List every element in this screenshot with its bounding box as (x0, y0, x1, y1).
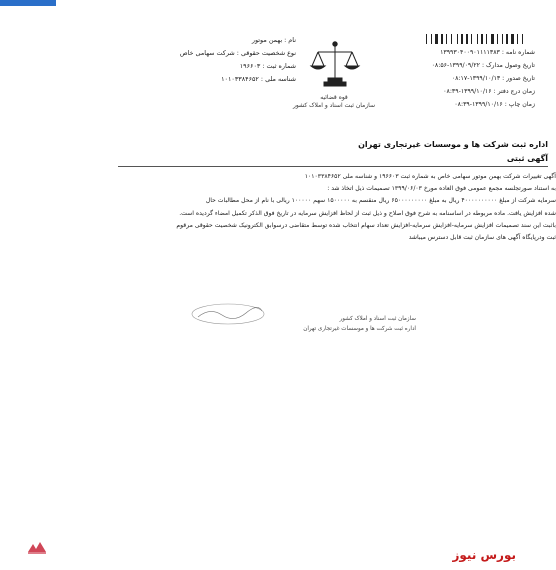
signature-stamp-icon (188, 301, 268, 327)
notice-line: شده افزایش یافت. ماده مربوطه در اساسنامه به شرح فوق اصلاح و ذیل ثبت از لحاظ افزایش سرمایه در تاریخ فوق الذکر تکمیل امضاء گردیده است. (179, 209, 556, 217)
emblem-caption (280, 94, 388, 110)
notice-type: آگهی ثبتی (506, 154, 548, 163)
company-entity-type: نوع شخصیت حقوقی : شرکت سهامی خاص (179, 49, 296, 57)
company-national-id: شناسه ملی : ۱۰۱۰۳۳۸۴۶۵۲ (221, 75, 296, 83)
print-time: زمان چاپ : ۱۳۹۹/۱۰/۱۶-۰۸:۳۹ (454, 101, 535, 108)
issue-date: تاریخ صدور : ۱۳۹۹/۱۰/۱۳-۰۸:۱۷ (451, 75, 535, 82)
receipt-date: تاریخ وصول مدارک : ۱۳۹۹/۰۹/۲۲-۰۸:۵۶ (431, 62, 535, 69)
bourse-news-logo-icon (26, 540, 48, 556)
company-info-block (136, 34, 296, 86)
top-corner-tab (0, 0, 56, 6)
stamp-line2: اداره ثبت شرکت ها و موسسات غیرتجاری تهران (303, 326, 416, 332)
watermark-text: بورس نیوز (452, 548, 516, 562)
registration-notice-document (58, 14, 556, 554)
notice-line: به استناد صورتجلسه مجمع عمومی فوق العاده مورخ ۱۳۹۹/۰۶/۰۳ تصمیمات ذیل اتخاذ شد : (327, 185, 556, 193)
office-entry-time: زمان درج دفتر : ۱۳۹۹/۱۰/۱۶-۰۸:۳۹ (443, 88, 535, 95)
company-registration-number: شماره ثبت : ۱۹۶۶۰۳ (239, 62, 296, 70)
letter-meta-block (373, 46, 535, 111)
organization-heading (348, 138, 548, 166)
notice-line: آگهی تغییرات شرکت بهمن موتور سهامی خاص به شماره ثبت ۱۹۶۶۰۳ و شناسه ملی ۱۰۱۰۳۳۸۴۶۵۲ (304, 173, 556, 180)
organization-title: اداره ثبت شرکت ها و موسسات غیرتجاری تهران (358, 140, 548, 149)
company-name: نام : بهمن موتور (251, 36, 296, 44)
stamp-line1: سازمان ثبت اسناد و املاک کشور (339, 316, 416, 322)
emblem-caption-line1: قوه قضائیه (320, 94, 348, 101)
emblem-caption-line2: سازمان ثبت اسناد و املاک کشور (292, 102, 376, 109)
header-divider (118, 166, 548, 167)
barcode-icon (426, 34, 534, 44)
notice-body (118, 171, 556, 244)
notice-line: ثبت ودرپایگاه آگهی های سازمان ثبت قابل دسترس میباشد (408, 234, 556, 242)
notice-line: باثبت این سند تصمیمات افزایش سرمایه-افزایش سرمایه-افزایش تعداد سهام انتخاب شده توسط متقاضی درسوابق الکترونیک شخصیت حقوقی مرقوم (176, 221, 556, 229)
notice-line: سرمایه شرکت از مبلغ ۴۰۰۰۰۰۰۰۰۰۰ ریال به مبلغ ۶۵۰۰۰۰۰۰۰۰۰ ریال منقسم به ۱۵۰۰۰۰۰ سهم ۱۰۰۰۰۰ ریالی با نام از محل مطالبات حال (205, 197, 556, 205)
stamp-text-block (286, 314, 416, 334)
letter-number: شماره نامه : ۱۳۹۹۳۰۴۰۰۹۰۱۱۱۱۳۸۳ (440, 49, 535, 56)
